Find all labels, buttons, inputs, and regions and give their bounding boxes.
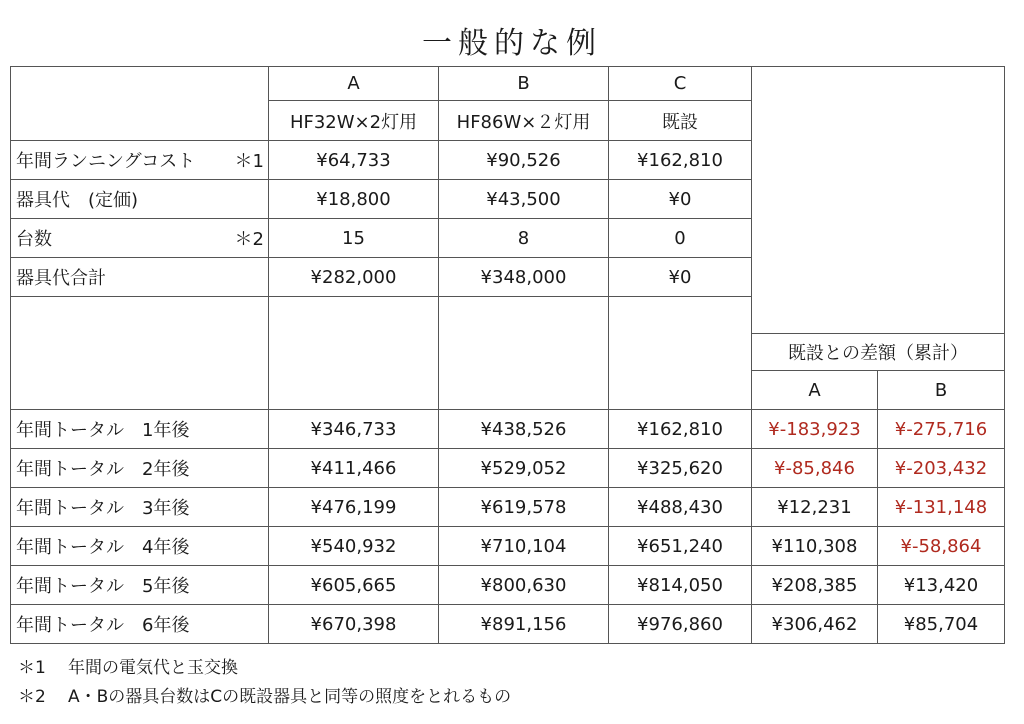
- value-cell-a: ¥540,932: [269, 527, 439, 566]
- footnote-text: 年間の電気代と玉交換: [68, 658, 238, 678]
- page-title: 一般的な例: [422, 26, 602, 61]
- row-label-text: 台数: [16, 229, 52, 250]
- diff-header-b: B: [878, 371, 1005, 410]
- blank-cell: [609, 334, 752, 410]
- row-label: 年間トータル 1年後: [11, 410, 269, 449]
- row-label: 年間トータル 5年後: [11, 566, 269, 605]
- footnote-mark: ＊2: [234, 229, 264, 250]
- value-cell-b: ¥43,500: [439, 180, 609, 219]
- total-row: [11, 566, 1005, 605]
- row-label: [11, 141, 269, 180]
- blank-cell: [269, 334, 439, 410]
- value-cell-b: ¥800,630: [439, 566, 609, 605]
- row-label: 年間トータル 2年後: [11, 449, 269, 488]
- blank-cell: [11, 334, 269, 410]
- total-row: [11, 449, 1005, 488]
- row-label: [11, 258, 269, 297]
- column-header-b: B: [439, 67, 609, 101]
- row-label-text: 器具代合計: [16, 268, 106, 289]
- value-cell-a: 15: [269, 219, 439, 258]
- value-cell-a: ¥411,466: [269, 449, 439, 488]
- value-cell-c: ¥976,860: [609, 605, 752, 644]
- value-cell-a: ¥64,733: [269, 141, 439, 180]
- value-cell-c: ¥325,620: [609, 449, 752, 488]
- value-cell-c: ¥0: [609, 180, 752, 219]
- total-row: [11, 605, 1005, 644]
- total-row: [11, 527, 1005, 566]
- value-cell-c: ¥651,240: [609, 527, 752, 566]
- value-cell-b: 8: [439, 219, 609, 258]
- diff-cell-b: ¥-203,432: [878, 449, 1005, 488]
- diff-cell-a: ¥306,462: [752, 605, 878, 644]
- value-cell-b: ¥438,526: [439, 410, 609, 449]
- value-cell-c: 0: [609, 219, 752, 258]
- diff-cell-a: ¥208,385: [752, 566, 878, 605]
- blank-cell: [11, 297, 269, 334]
- total-row: [11, 410, 1005, 449]
- value-cell-a: ¥605,665: [269, 566, 439, 605]
- cost-comparison-table: [10, 66, 1005, 644]
- value-cell-b: ¥891,156: [439, 605, 609, 644]
- diff-cell-a: ¥12,231: [752, 488, 878, 527]
- diff-title-row: [11, 334, 1005, 371]
- value-cell-c: ¥162,810: [609, 141, 752, 180]
- column-subheader-c: 既設: [609, 101, 752, 141]
- diff-cell-a: ¥110,308: [752, 527, 878, 566]
- value-cell-a: ¥346,733: [269, 410, 439, 449]
- diff-cell-b: ¥85,704: [878, 605, 1005, 644]
- value-cell-c: ¥0: [609, 258, 752, 297]
- total-row: [11, 488, 1005, 527]
- value-cell-b: ¥90,526: [439, 141, 609, 180]
- row-label: 年間トータル 4年後: [11, 527, 269, 566]
- value-cell-a: ¥476,199: [269, 488, 439, 527]
- footnote-2: [18, 682, 511, 707]
- value-cell-c: ¥814,050: [609, 566, 752, 605]
- diff-cell-b: ¥-58,864: [878, 527, 1005, 566]
- value-cell-a: ¥670,398: [269, 605, 439, 644]
- blank-cell: [439, 334, 609, 410]
- column-header-c: C: [609, 67, 752, 101]
- row-label: [11, 180, 269, 219]
- value-cell-b: ¥348,000: [439, 258, 609, 297]
- row-label: 年間トータル 6年後: [11, 605, 269, 644]
- diff-cell-b: ¥13,420: [878, 566, 1005, 605]
- diff-header-a: A: [752, 371, 878, 410]
- value-cell-b: ¥529,052: [439, 449, 609, 488]
- value-cell-c: ¥488,430: [609, 488, 752, 527]
- value-cell-b: ¥619,578: [439, 488, 609, 527]
- diff-cell-b: ¥-275,716: [878, 410, 1005, 449]
- value-cell-b: ¥710,104: [439, 527, 609, 566]
- diff-cell-a: ¥-183,923: [752, 410, 878, 449]
- blank-cell: [439, 297, 609, 334]
- row-label: 年間トータル 3年後: [11, 488, 269, 527]
- value-cell-a: ¥18,800: [269, 180, 439, 219]
- header-row-letters: [11, 67, 1005, 101]
- blank-cell: [609, 297, 752, 334]
- diff-blank-area: [752, 67, 1005, 334]
- footnote-mark: ＊1: [234, 151, 264, 172]
- value-cell-c: ¥162,810: [609, 410, 752, 449]
- diff-cell-a: ¥-85,846: [752, 449, 878, 488]
- row-label-text: 年間ランニングコスト: [16, 151, 196, 172]
- footnote-1: [18, 653, 238, 678]
- column-subheader-b: HF86W×２灯用: [439, 101, 609, 141]
- footnote-mark: ＊2: [18, 687, 46, 707]
- footnote-text: A・Bの器具台数はCの既設器具と同等の照度をとれるもの: [68, 687, 512, 707]
- column-subheader-a: HF32W×2灯用: [269, 101, 439, 141]
- column-header-a: A: [269, 67, 439, 101]
- row-label-text: 器具代 (定価): [16, 190, 139, 211]
- diff-cell-b: ¥-131,148: [878, 488, 1005, 527]
- diff-header-title: 既設との差額（累計）: [752, 334, 1005, 371]
- footnote-mark: ＊1: [18, 658, 46, 678]
- value-cell-a: ¥282,000: [269, 258, 439, 297]
- blank-cell: [269, 297, 439, 334]
- header-corner-cell: [11, 67, 269, 141]
- row-label: [11, 219, 269, 258]
